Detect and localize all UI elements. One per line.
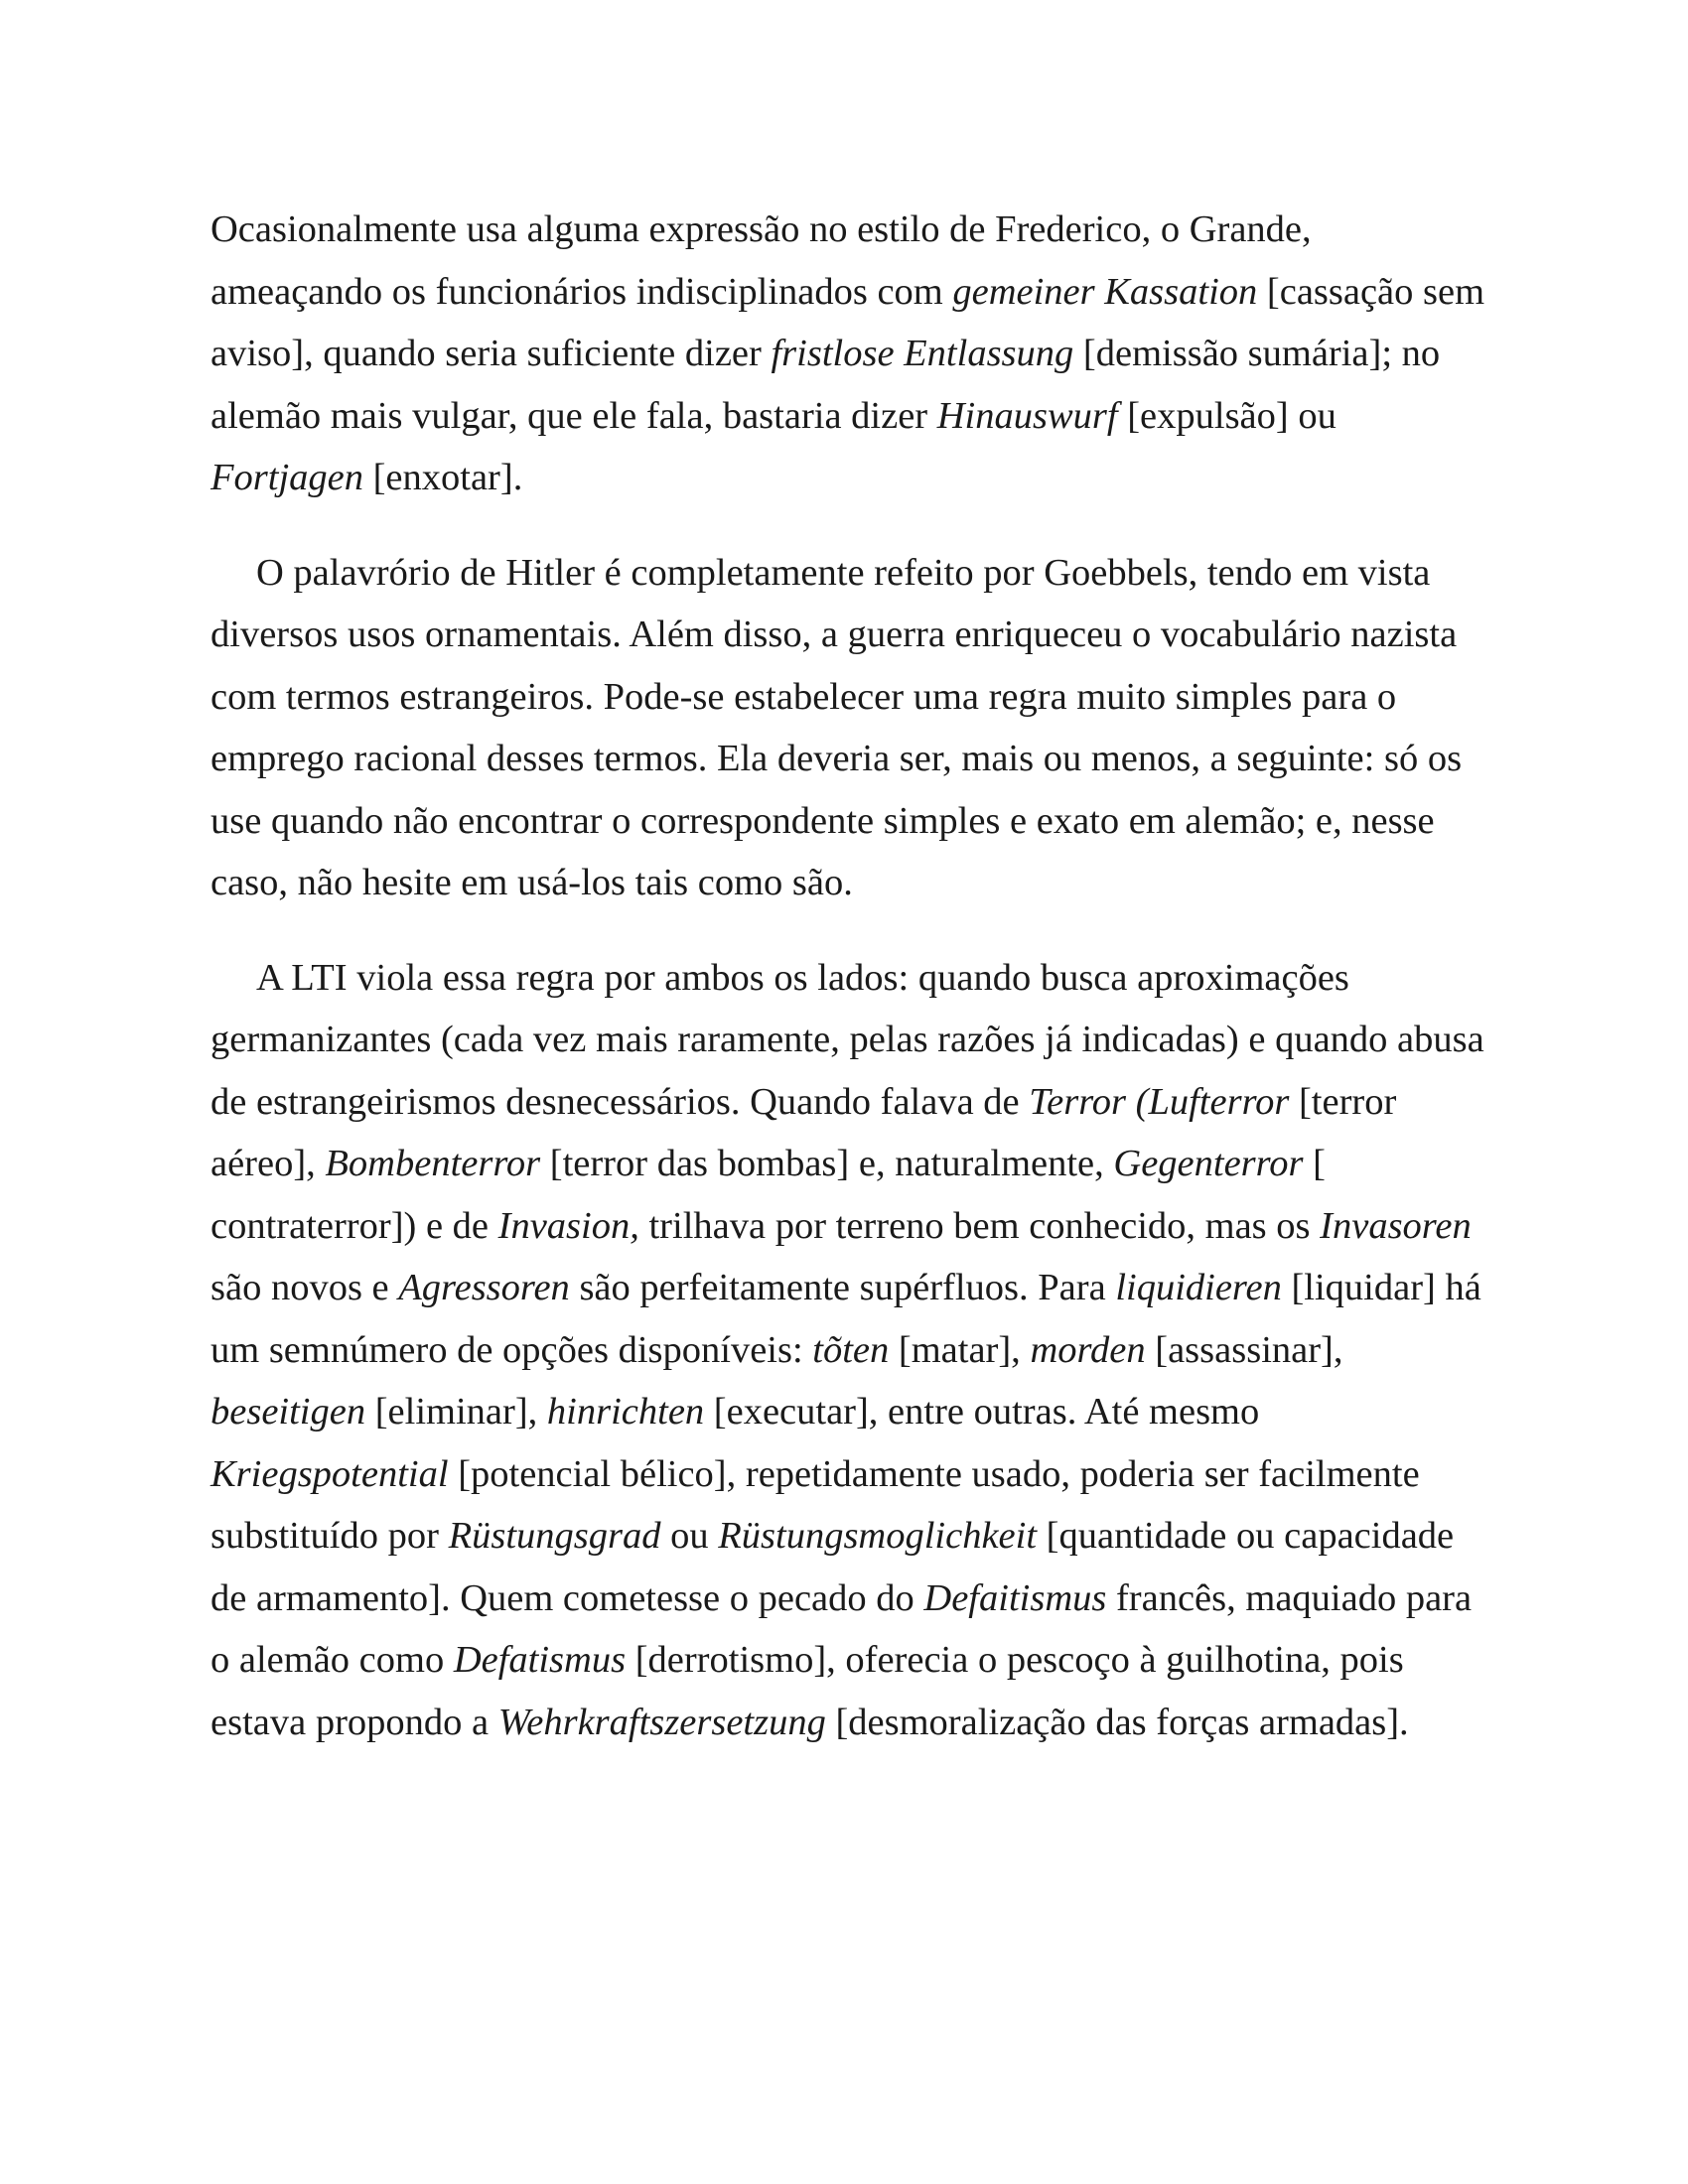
text-segment: [ contraterror]) e de — [211, 1143, 1326, 1247]
italic-term: Rüstungsgrad — [448, 1515, 661, 1557]
text-segment: O palavrório de Hitler é completamente refeito por Goebbels, tendo em vista diversos usos ornamentais. Além disso, a guerra enriqueceu o vocabulário nazista com termos estrangeiros. Pode-se estabelecer uma regra muito simples para o emprego racional desses termos. Ela deveria ser, mais ou menos, a seguinte: só os use quando não encontrar o correspondente simples e exato em alemão; e, nesse caso, não hesite em usá-los tais como são. — [211, 551, 1463, 903]
italic-term: Bombenterror — [325, 1143, 541, 1184]
text-segment: [cassação sem aviso], quando seria suficiente dizer — [211, 270, 1485, 374]
text-segment: ou — [660, 1515, 719, 1557]
text-segment: [terror das bombas] e, naturalmente, — [540, 1143, 1114, 1184]
italic-term: hinrichten — [546, 1391, 705, 1433]
text-segment: trilhava por terreno bem conhecido, mas os — [638, 1204, 1321, 1247]
italic-term: Kriegspotential — [211, 1452, 449, 1495]
italic-term: morden — [1030, 1328, 1146, 1371]
italic-term: liquidieren — [1115, 1267, 1282, 1308]
text-segment: [assassinar], — [1145, 1328, 1343, 1371]
text-segment: [demissão sumária]; no alemão mais vulgar, que ele fala, bastaria dizer — [211, 333, 1441, 437]
text-segment: A LTI viola essa regra por ambos os lados: quando busca aproximações germanizantes (cada vez mais raramente, pelas razões já indicadas) e quando abusa de estrangeirismos desnecessários. Quando falava de — [211, 956, 1484, 1123]
italic-term: tõten — [812, 1328, 890, 1371]
paragraph-3 — [211, 947, 1491, 1754]
text-segment: [quantidade ou capacidade de armamento]. Quem cometesse o pecado do — [211, 1515, 1455, 1619]
text-segment: francês, maquiado para o alemão como — [211, 1576, 1473, 1681]
text-segment: [terror aéreo], — [211, 1080, 1397, 1184]
italic-term: Gegenterror — [1113, 1143, 1304, 1184]
text-segment: [desmoralização das forças armadas]. — [825, 1701, 1409, 1743]
text-segment: [derrotismo], oferecia o pescoço à guilhotina, pois estava propondo a — [211, 1639, 1404, 1743]
text-segment: são perfeitamente supérfluos. Para — [569, 1267, 1116, 1308]
document-page — [211, 199, 1491, 1786]
text-segment: Ocasionalmente usa alguma expressão no estilo de Frederico, o Grande, ameaçando os funcionários indisciplinados com — [211, 208, 1312, 313]
italic-term: Invasion, — [497, 1204, 639, 1247]
text-segment: [liquidar] há um semnúmero de opções disponíveis: — [211, 1267, 1481, 1371]
text-segment: são novos e — [211, 1267, 399, 1308]
italic-term: Fortjagen — [211, 457, 363, 498]
italic-term: gemeiner Kassation — [952, 270, 1258, 313]
italic-term: Wehrkraftszersetzung — [497, 1701, 826, 1743]
italic-term: Hinauswurf — [936, 394, 1118, 437]
italic-term: fristlose Entlassung — [771, 333, 1074, 374]
text-segment: [expulsão] ou — [1117, 394, 1336, 437]
text-segment: [matar], — [889, 1328, 1031, 1371]
text-segment: [enxotar]. — [362, 457, 523, 498]
italic-term: Terror (Lufterror — [1029, 1080, 1290, 1123]
text-segment: [eliminar], — [365, 1391, 547, 1433]
italic-term: beseitigen — [211, 1391, 366, 1433]
italic-term: Defatismus — [453, 1639, 627, 1681]
text-segment: [executar], entre outras. Até mesmo — [704, 1391, 1260, 1433]
italic-term: Defaitismus — [923, 1576, 1107, 1619]
paragraph-2 — [211, 542, 1491, 914]
italic-term: Rüstungsmoglichkeit — [718, 1515, 1038, 1557]
italic-term: Agressoren — [398, 1267, 570, 1308]
text-segment: [potencial bélico], repetidamente usado, poderia ser facilmente substituído por — [211, 1452, 1420, 1557]
italic-term: Invasoren — [1320, 1204, 1472, 1247]
paragraph-1 — [211, 199, 1491, 509]
